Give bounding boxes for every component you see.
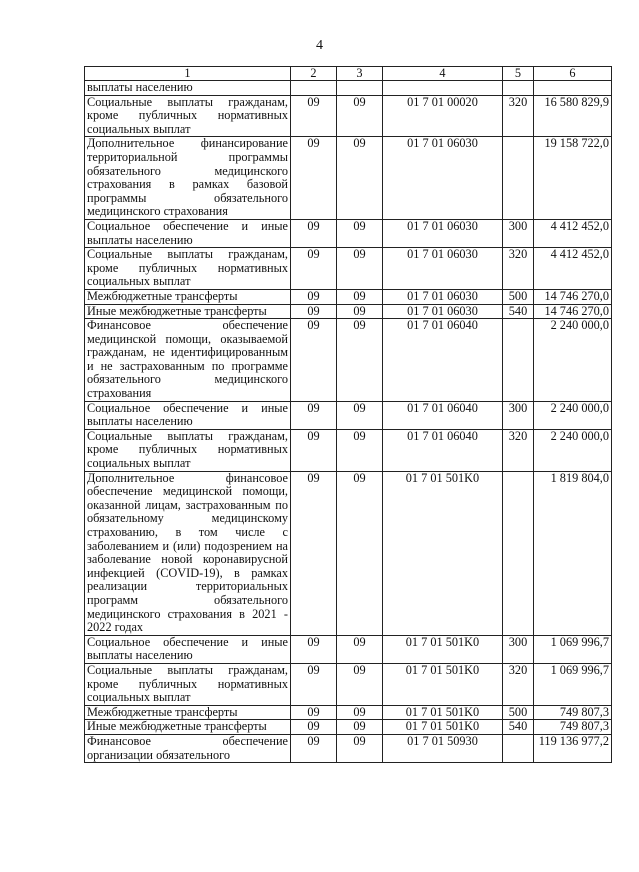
cell-expense-type: 320 xyxy=(503,663,534,705)
cell-amount: 1 819 804,0 xyxy=(534,471,612,635)
cell-expense-type: 540 xyxy=(503,304,534,319)
cell-item-name: Межбюджетные трансферты xyxy=(85,289,291,304)
cell-section-code: 09 xyxy=(291,429,337,471)
cell-section-code: 09 xyxy=(291,401,337,429)
cell-target-article: 01 7 01 06030 xyxy=(383,248,503,290)
cell-amount: 749 807,3 xyxy=(534,720,612,735)
cell-subsection-code: 09 xyxy=(337,304,383,319)
column-header-3: 3 xyxy=(337,67,383,81)
table-row xyxy=(85,95,612,137)
cell-item-name: Социальное обеспечение и иные выплаты населению xyxy=(85,219,291,247)
cell-expense-type: 320 xyxy=(503,248,534,290)
cell-subsection-code: 09 xyxy=(337,248,383,290)
table-row xyxy=(85,81,612,96)
cell-subsection-code: 09 xyxy=(337,635,383,663)
cell-target-article: 01 7 01 00020 xyxy=(383,95,503,137)
cell-item-name: Дополнительное финансирование территориальной программы обязательного медицинского страхования в рамках базовой программы обязательного медицинского страхования xyxy=(85,137,291,220)
cell-target-article: 01 7 01 06030 xyxy=(383,219,503,247)
cell-subsection-code: 09 xyxy=(337,734,383,762)
cell-subsection-code: 09 xyxy=(337,471,383,635)
cell-section-code: 09 xyxy=(291,137,337,220)
cell-target-article: 01 7 01 501K0 xyxy=(383,471,503,635)
column-header-5: 5 xyxy=(503,67,534,81)
cell-target-article xyxy=(383,81,503,96)
cell-amount: 2 240 000,0 xyxy=(534,401,612,429)
cell-section-code: 09 xyxy=(291,663,337,705)
cell-item-name: Социальные выплаты гражданам, кроме публичных нормативных социальных выплат xyxy=(85,663,291,705)
cell-target-article: 01 7 01 501K0 xyxy=(383,720,503,735)
column-header-6: 6 xyxy=(534,67,612,81)
cell-expense-type xyxy=(503,471,534,635)
budget-table xyxy=(84,66,612,763)
cell-section-code: 09 xyxy=(291,304,337,319)
cell-item-name: Социальное обеспечение и иные выплаты населению xyxy=(85,635,291,663)
table-row xyxy=(85,219,612,247)
table-row xyxy=(85,401,612,429)
cell-expense-type: 540 xyxy=(503,720,534,735)
cell-subsection-code: 09 xyxy=(337,219,383,247)
cell-subsection-code: 09 xyxy=(337,319,383,402)
cell-section-code: 09 xyxy=(291,219,337,247)
cell-target-article: 01 7 01 06030 xyxy=(383,137,503,220)
cell-target-article: 01 7 01 501K0 xyxy=(383,635,503,663)
cell-item-name: Дополнительное финансовое обеспечение медицинской помощи, оказанной лицам, застрахованным по обязательному медицинскому страхованию, в том числе с заболеванием и (или) подозрением на заболевание новой коронавирусной инфекцией (COVID-19), в рамках реализации территориальных программ обязательного медицинского страхования в 2021 - 2022 годах xyxy=(85,471,291,635)
table-row xyxy=(85,248,612,290)
cell-amount: 4 412 452,0 xyxy=(534,248,612,290)
cell-section-code: 09 xyxy=(291,95,337,137)
table-row xyxy=(85,137,612,220)
cell-expense-type xyxy=(503,734,534,762)
cell-item-name: Социальные выплаты гражданам, кроме публичных нормативных социальных выплат xyxy=(85,248,291,290)
cell-item-name: Социальные выплаты гражданам, кроме публичных нормативных социальных выплат xyxy=(85,429,291,471)
cell-expense-type: 300 xyxy=(503,635,534,663)
cell-subsection-code: 09 xyxy=(337,289,383,304)
cell-subsection-code: 09 xyxy=(337,401,383,429)
cell-amount: 4 412 452,0 xyxy=(534,219,612,247)
cell-item-name: Социальные выплаты гражданам, кроме публичных нормативных социальных выплат xyxy=(85,95,291,137)
cell-item-name: выплаты населению xyxy=(85,81,291,96)
table-header-row xyxy=(85,67,612,81)
cell-section-code: 09 xyxy=(291,734,337,762)
page-number: 4 xyxy=(316,38,323,53)
cell-subsection-code: 09 xyxy=(337,429,383,471)
cell-section-code xyxy=(291,81,337,96)
table-row xyxy=(85,471,612,635)
cell-section-code: 09 xyxy=(291,720,337,735)
cell-section-code: 09 xyxy=(291,635,337,663)
column-header-4: 4 xyxy=(383,67,503,81)
cell-expense-type: 300 xyxy=(503,401,534,429)
table-row xyxy=(85,734,612,762)
cell-target-article: 01 7 01 50930 xyxy=(383,734,503,762)
table-row xyxy=(85,304,612,319)
cell-amount: 14 746 270,0 xyxy=(534,289,612,304)
cell-expense-type xyxy=(503,137,534,220)
cell-section-code: 09 xyxy=(291,471,337,635)
cell-expense-type: 320 xyxy=(503,429,534,471)
cell-item-name: Иные межбюджетные трансферты xyxy=(85,304,291,319)
cell-target-article: 01 7 01 501K0 xyxy=(383,705,503,720)
cell-amount: 2 240 000,0 xyxy=(534,429,612,471)
cell-expense-type: 300 xyxy=(503,219,534,247)
table-row xyxy=(85,705,612,720)
cell-subsection-code: 09 xyxy=(337,705,383,720)
cell-amount: 1 069 996,7 xyxy=(534,663,612,705)
cell-item-name: Межбюджетные трансферты xyxy=(85,705,291,720)
cell-amount: 1 069 996,7 xyxy=(534,635,612,663)
cell-expense-type xyxy=(503,81,534,96)
table-body xyxy=(85,81,612,763)
cell-target-article: 01 7 01 06030 xyxy=(383,304,503,319)
cell-expense-type: 500 xyxy=(503,705,534,720)
cell-subsection-code: 09 xyxy=(337,137,383,220)
cell-amount: 749 807,3 xyxy=(534,705,612,720)
cell-amount: 16 580 829,9 xyxy=(534,95,612,137)
cell-item-name: Социальное обеспечение и иные выплаты населению xyxy=(85,401,291,429)
cell-section-code: 09 xyxy=(291,248,337,290)
column-header-2: 2 xyxy=(291,67,337,81)
cell-target-article: 01 7 01 501K0 xyxy=(383,663,503,705)
cell-section-code: 09 xyxy=(291,289,337,304)
cell-item-name: Иные межбюджетные трансферты xyxy=(85,720,291,735)
cell-item-name: Финансовое обеспечение организации обязательного xyxy=(85,734,291,762)
cell-subsection-code xyxy=(337,81,383,96)
cell-target-article: 01 7 01 06040 xyxy=(383,429,503,471)
cell-target-article: 01 7 01 06040 xyxy=(383,319,503,402)
cell-section-code: 09 xyxy=(291,705,337,720)
table-row xyxy=(85,289,612,304)
cell-amount: 14 746 270,0 xyxy=(534,304,612,319)
cell-expense-type: 500 xyxy=(503,289,534,304)
cell-subsection-code: 09 xyxy=(337,663,383,705)
cell-amount: 2 240 000,0 xyxy=(534,319,612,402)
cell-item-name: Финансовое обеспечение медицинской помощи, оказываемой гражданам, не идентифицированным и не застрахованным по программе обязательного медицинского страхования xyxy=(85,319,291,402)
cell-subsection-code: 09 xyxy=(337,95,383,137)
cell-expense-type xyxy=(503,319,534,402)
cell-target-article: 01 7 01 06030 xyxy=(383,289,503,304)
cell-target-article: 01 7 01 06040 xyxy=(383,401,503,429)
cell-amount: 119 136 977,2 xyxy=(534,734,612,762)
column-header-1: 1 xyxy=(85,67,291,81)
cell-amount: 19 158 722,0 xyxy=(534,137,612,220)
table-row xyxy=(85,635,612,663)
cell-expense-type: 320 xyxy=(503,95,534,137)
table-row xyxy=(85,319,612,402)
cell-subsection-code: 09 xyxy=(337,720,383,735)
table-row xyxy=(85,429,612,471)
table-row xyxy=(85,720,612,735)
cell-amount xyxy=(534,81,612,96)
cell-section-code: 09 xyxy=(291,319,337,402)
table-row xyxy=(85,663,612,705)
